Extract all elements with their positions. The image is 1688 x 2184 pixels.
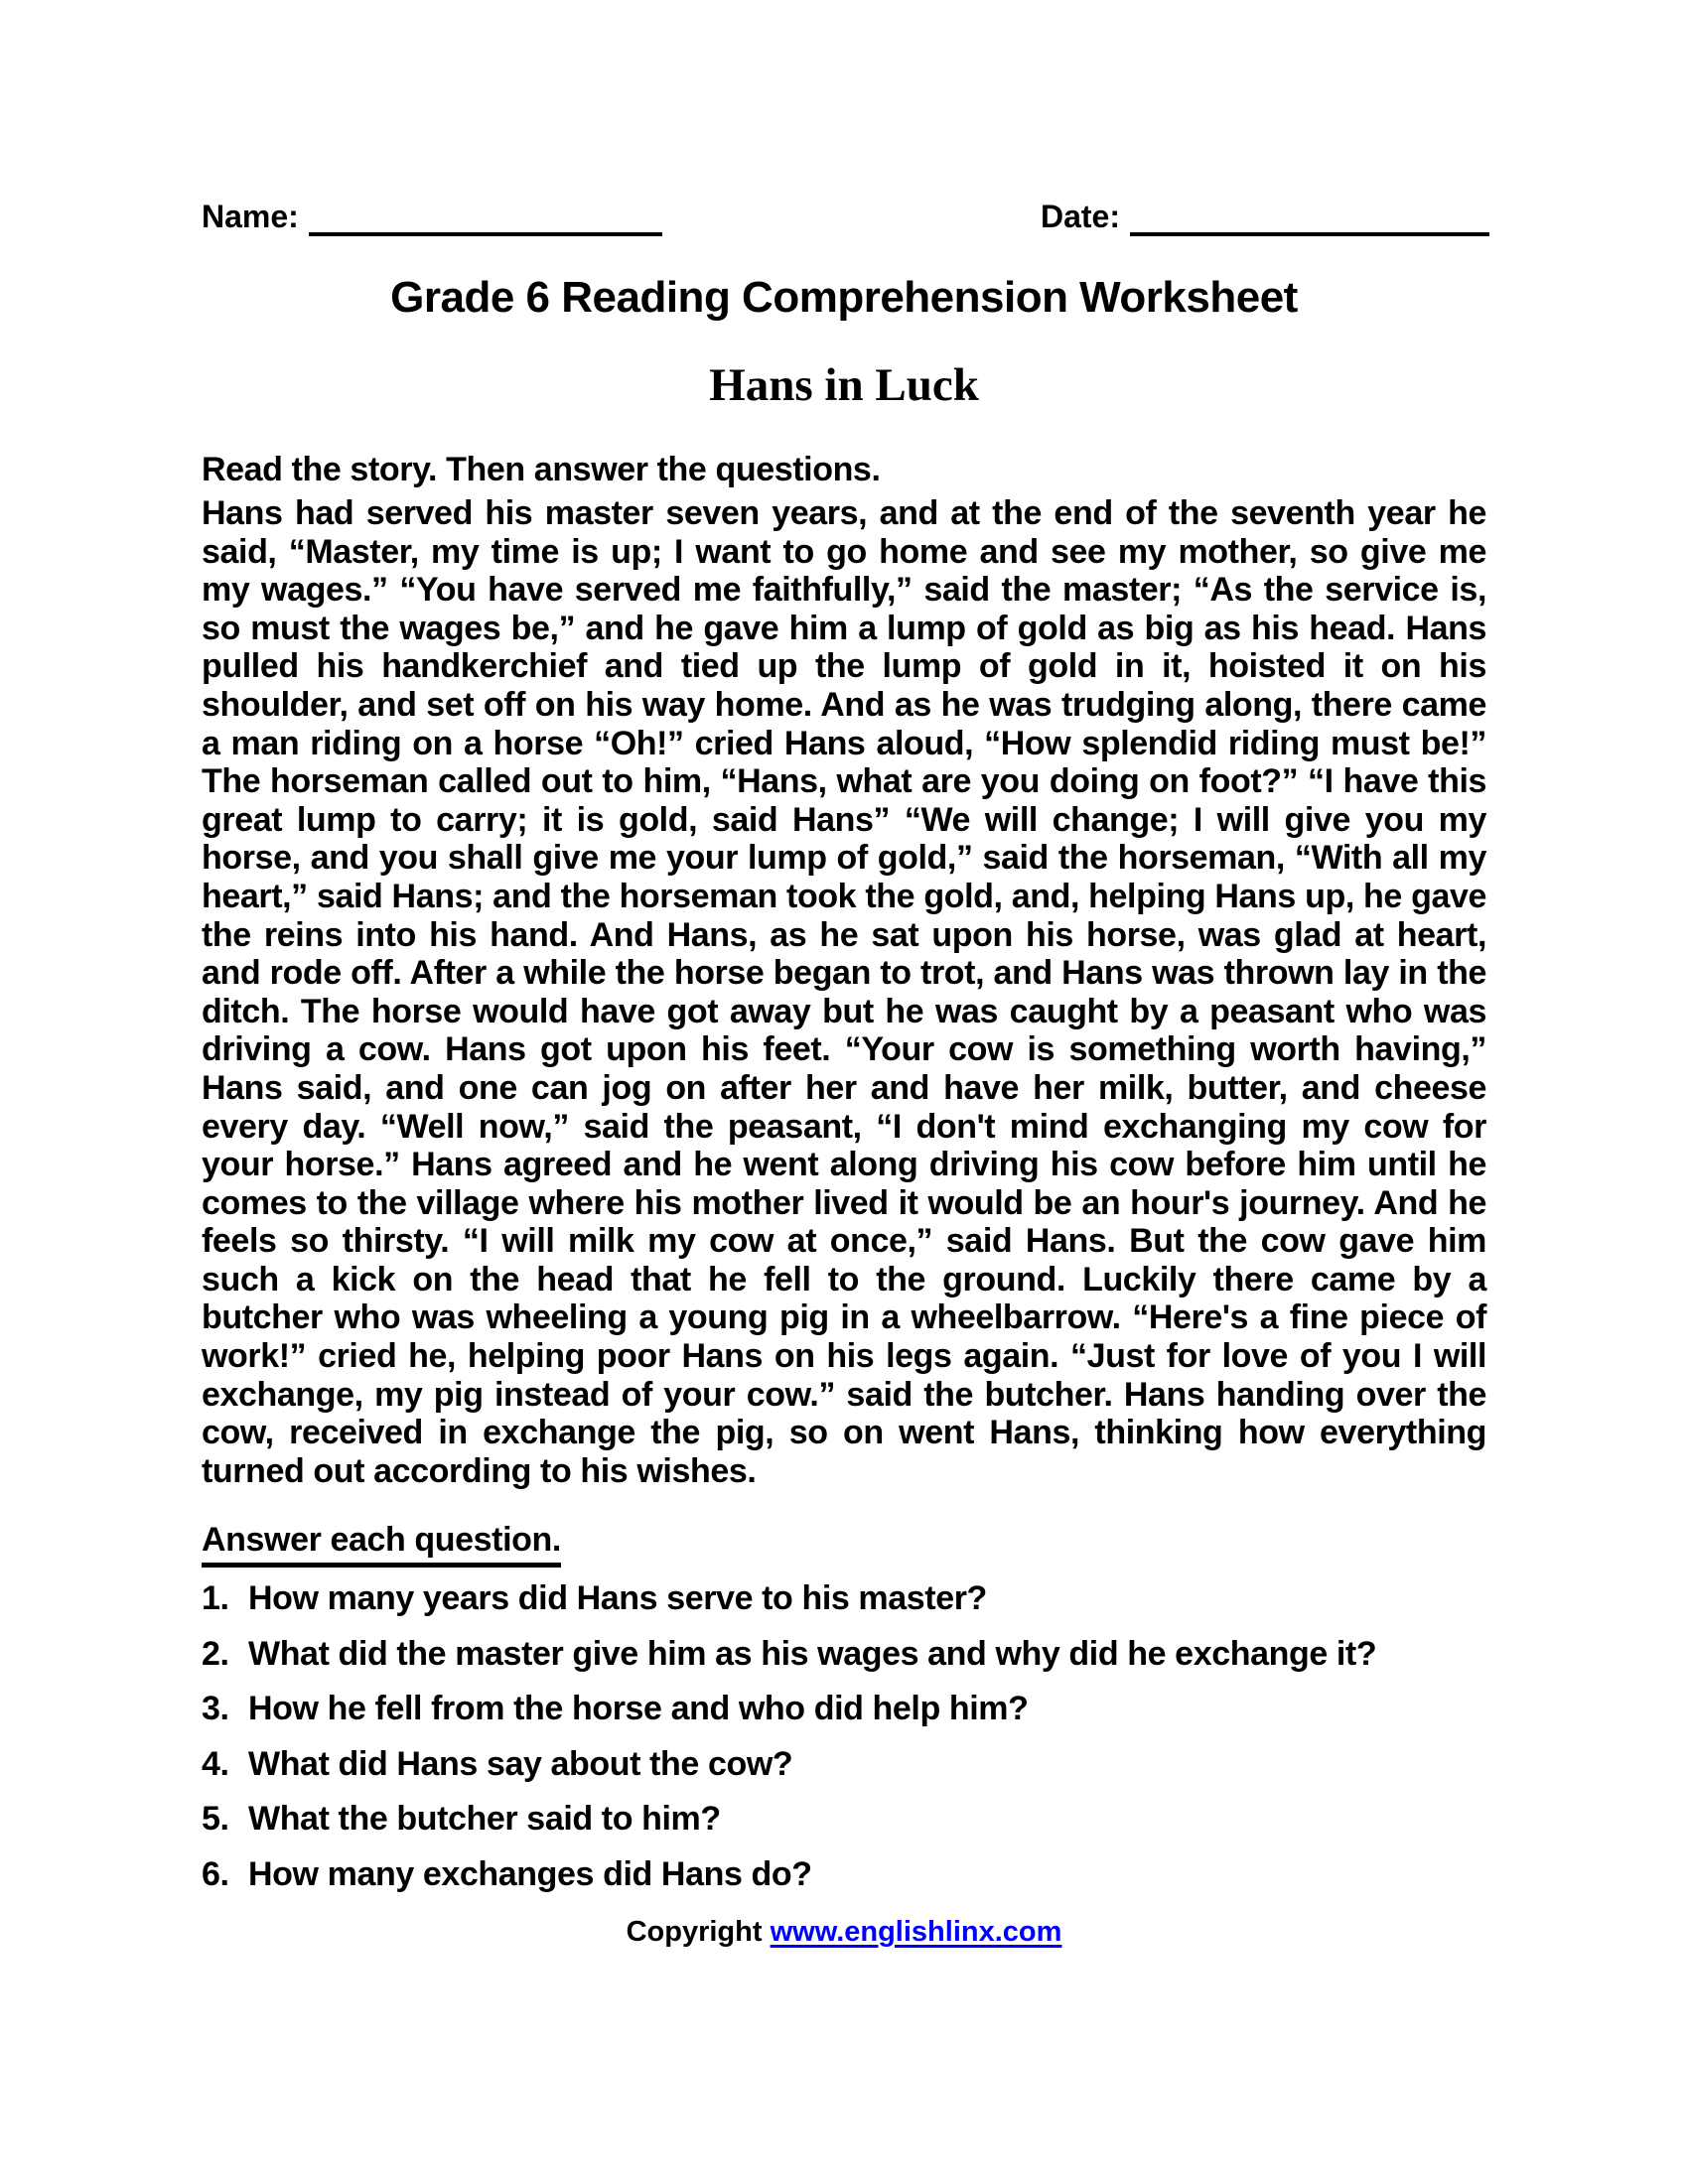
question-row (202, 1579, 1486, 1618)
story-paragraph: Hans had served his master seven years, and at the end of the seventh year he said, “Master, my time is up; I want to go home and see my mother, so give me my wages.” “You have served me faithfully,” said the master; “As the service is, so must the wages be,” and he gave him a lump of gold as big as his head. Hans pulled his handkerchief and tied up the lump of gold in it, hoisted it on his shoulder, and set off on his way home. And as he was trudging along, there came a man riding on a horse “Oh!” cried Hans aloud, “How splendid riding must be!” The horseman called out to him, “Hans, what are you doing on foot?” “I have this great lump to carry; it is gold, said Hans” “We will change; I will give you my horse, and you shall give me your lump of gold,” said the horseman, “With all my heart,” said Hans; and the horseman took the gold, and, helping Hans up, he gave the reins into his hand. And Hans, as he sat upon his horse, was glad at heart, and rode off. After a while the horse began to trot, and Hans was thrown lay in the ditch. The horse would have got away but he was caught by a peasant who was driving a cow. Hans got upon his feet. “Your cow is something worth having,” Hans said, and one can jog on after her and have her milk, butter, and cheese every day. “Well now,” said the peasant, “I don't mind exchanging my cow for your horse.” Hans agreed and he went along driving his cow before him until he comes to the village where his mother lived it would be an hour's journey. And he feels so thirsty. “I will milk my cow at once,” said Hans. But the cow gave him such a kick on the head that he fell to the ground. Luckily there came by a butcher who was wheeling a young pig in a wheelbarrow. “Here's a fine piece of work!” cried he, helping poor Hans on his legs again. “Just for love of you I will exchange, my pig instead of your cow.” said the butcher. Hans handing over the cow, received in exchange the pig, so on went Hans, thinking how everything turned out according to his wishes. (202, 494, 1486, 1490)
story-title: Hans in Luck (709, 359, 979, 411)
question-text: How many years did Hans serve to his master? (248, 1579, 987, 1617)
name-field (202, 197, 662, 236)
question-number: 3. (202, 1690, 229, 1727)
question-row (202, 1745, 1486, 1784)
question-row (202, 1800, 1486, 1839)
question-text: How many exchanges did Hans do? (248, 1854, 812, 1893)
copyright-label: Copyright (626, 1916, 763, 1948)
question-number: 1. (202, 1579, 229, 1617)
date-blank-line (1130, 197, 1489, 236)
question-text: What did Hans say about the cow? (248, 1744, 793, 1783)
name-blank-line (309, 197, 662, 236)
question-number: 6. (202, 1854, 229, 1893)
date-label: Date: (1040, 199, 1120, 234)
question-number: 4. (202, 1744, 229, 1783)
question-text: What the butcher said to him? (248, 1800, 721, 1838)
question-text: How he fell from the horse and who did help him? (248, 1690, 1029, 1727)
worksheet-heading: Grade 6 Reading Comprehension Worksheet (390, 273, 1298, 322)
instructions-text: Read the story. Then answer the questions. (202, 451, 881, 488)
question-row (202, 1855, 1486, 1894)
question-row (202, 1635, 1486, 1674)
name-label: Name: (202, 199, 299, 234)
question-number: 2. (202, 1634, 229, 1673)
answer-section-heading: Answer each question. (202, 1521, 561, 1568)
question-number: 5. (202, 1800, 229, 1838)
answer-heading-wrap (202, 1521, 561, 1568)
question-text: What did the master give him as his wages and why did he exchange it? (248, 1634, 1377, 1673)
date-field (1041, 197, 1489, 236)
question-row (202, 1690, 1486, 1728)
questions-list (202, 1579, 1486, 1910)
header-row (202, 197, 1489, 236)
footer (0, 1914, 1688, 1952)
englishlinx-link[interactable]: www.englishlinx.com (770, 1916, 1062, 1948)
